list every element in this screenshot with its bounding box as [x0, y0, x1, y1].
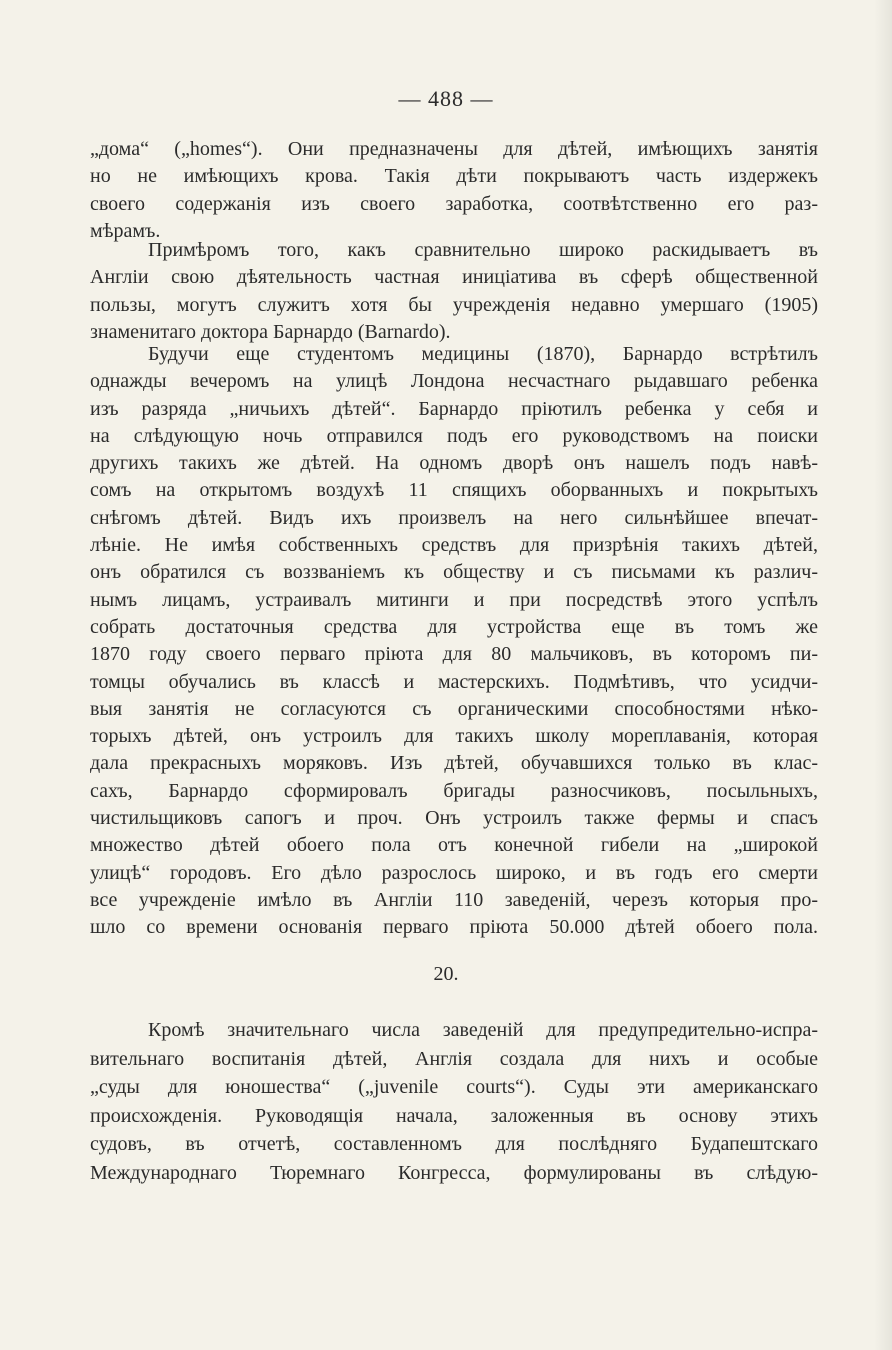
- text-line: однажды вечеромъ на улицѣ Лондона несчастнаго рыдавшаго ребенка: [90, 370, 818, 393]
- text-line: изъ разряда „ничьихъ дѣтей“. Барнардо пріютилъ ребенка у себя и: [90, 397, 818, 420]
- text-line: чистильщиковъ сапогъ и проч. Онъ устроилъ также фермы и спасъ: [90, 807, 818, 830]
- text-line: лѣніе. Не имѣя собственныхъ средствъ для призрѣнія такихъ дѣтей,: [90, 534, 818, 557]
- text-line: сомъ на открытомъ воздухѣ 11 спящихъ оборванныхъ и покрытыхъ: [90, 479, 818, 502]
- text-line: дала прекрасныхъ моряковъ. Изъ дѣтей, обучавшихся только въ клас-: [90, 752, 818, 775]
- text-line: собрать достаточныя средства для устройства еще въ томъ же: [90, 615, 818, 638]
- paragraph-2: [90, 237, 818, 346]
- text-line: томцы обучались въ классѣ и мастерскихъ. Подмѣтивъ, что усидчи-: [90, 670, 818, 693]
- text-line: 1870 году своего перваго пріюта для 80 мальчиковъ, въ которомъ пи-: [90, 643, 818, 666]
- page-edge-shadow: [874, 0, 892, 1350]
- paragraph-4: [90, 1016, 818, 1187]
- text-line: но не имѣющихъ крова. Такія дѣти покрываютъ часть издержекъ: [90, 165, 818, 188]
- text-line: знаменитаго доктора Барнардо (Barnardo).: [90, 320, 451, 343]
- text-line: сахъ, Барнардо сформировалъ бригады разносчиковъ, посыльныхъ,: [90, 779, 818, 802]
- text-line: Международнаго Тюремнаго Конгресса, формулированы въ слѣдую-: [90, 1161, 818, 1184]
- paragraph-3: [90, 341, 818, 942]
- paragraph-1: [90, 136, 818, 245]
- text-line: все учрежденіе имѣло въ Англіи 110 заведеній, черезъ которыя про-: [90, 888, 818, 911]
- text-line: торыхъ дѣтей, онъ устроилъ для такихъ школу мореплаванія, которая: [90, 725, 818, 748]
- text-line: происхожденія. Руководящія начала, заложенныя въ основу этихъ: [90, 1104, 818, 1127]
- text-line: на слѣдующую ночь отправился подъ его руководствомъ на поиски: [90, 424, 818, 447]
- text-line: онъ обратился съ воззваніемъ къ обществу и съ письмами къ различ-: [90, 561, 818, 584]
- text-line: своего содержанія изъ своего заработка, соотвѣтственно его раз-: [90, 192, 818, 215]
- text-line: Англіи свою дѣятельность частная иниціатива въ сферѣ общественной: [90, 266, 818, 289]
- page-number: — 488 —: [398, 86, 494, 111]
- text-line: судовъ, въ отчетѣ, составленномъ для послѣдняго Будапештскаго: [90, 1133, 818, 1155]
- text-line: пользы, могутъ служитъ хотя бы учрежденія недавно умершаго (1905): [90, 293, 818, 316]
- text-line: „дома“ („homes“). Они предназначены для дѣтей, имѣющихъ занятія: [90, 138, 818, 160]
- text-line: „суды для юношества“ („juvenile courts“). Суды эти американскаго: [90, 1076, 818, 1098]
- text-line: выя занятія не согласуются съ органическими способностями нѣко-: [90, 697, 818, 720]
- text-line: улицѣ“ городовъ. Его дѣло разрослось широко, и въ годъ его смерти: [90, 861, 818, 884]
- text-line: мѣрамъ.: [90, 219, 161, 242]
- text-line: Примѣромъ того, какъ сравнительно широко раскидываетъ въ: [148, 239, 818, 261]
- text-line: Кромѣ значительнаго числа заведеній для предупредительно-испра-: [148, 1019, 818, 1041]
- text-line: шло со времени основанія перваго пріюта 50.000 дѣтей обоего пола.: [90, 916, 818, 939]
- section-number: 20.: [433, 963, 459, 985]
- text-line: нымъ лицамъ, устраивалъ митинги и при посредствѣ этого успѣлъ: [90, 588, 818, 611]
- text-line: снѣгомъ дѣтей. Видъ ихъ произвелъ на него сильнѣйшее впечат-: [90, 506, 818, 529]
- text-line: вительнаго воспитанія дѣтей, Англія создала для нихъ и особые: [90, 1047, 818, 1070]
- text-line: другихъ такихъ же дѣтей. На одномъ дворѣ онъ нашелъ подъ навѣ-: [90, 452, 818, 475]
- text-line: множество дѣтей обоего пола отъ конечной гибели на „широкой: [90, 834, 818, 857]
- text-line: Будучи еще студентомъ медицины (1870), Барнардо встрѣтилъ: [148, 343, 818, 365]
